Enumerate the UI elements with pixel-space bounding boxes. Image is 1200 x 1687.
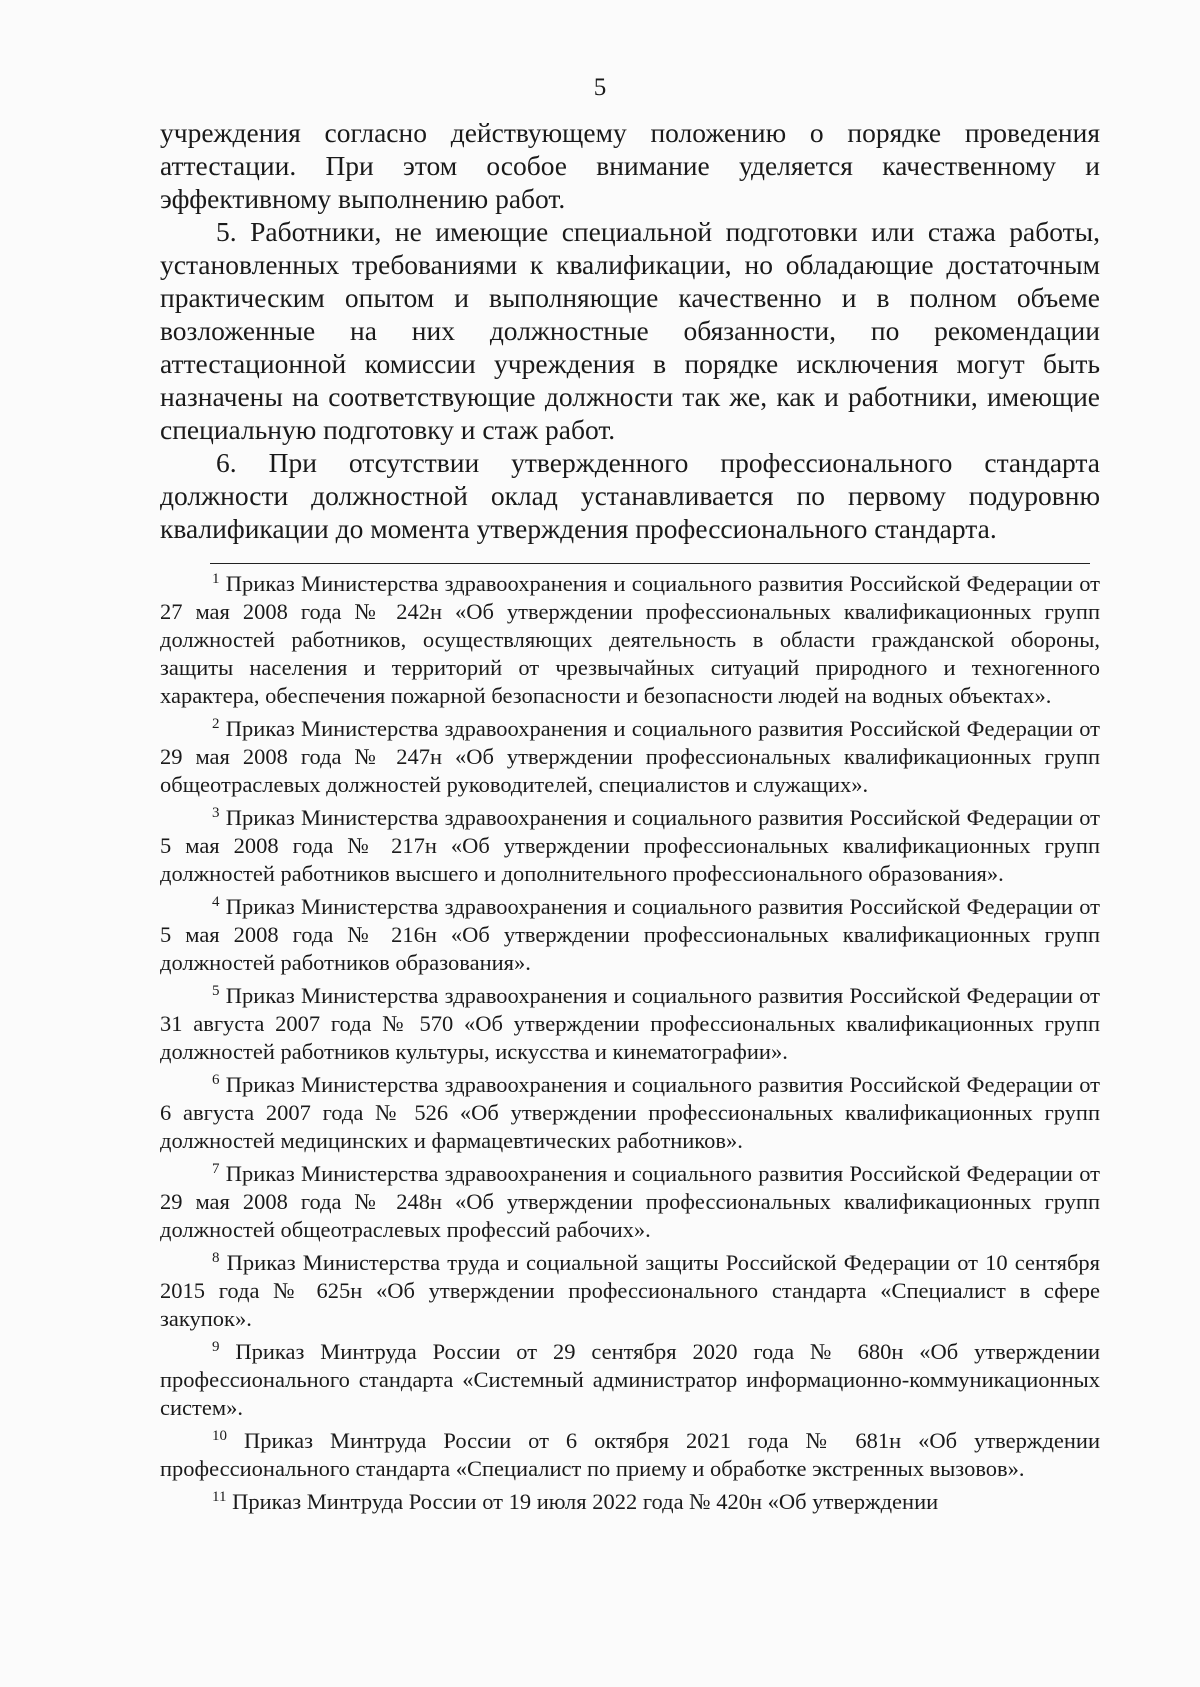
footnote-text: Приказ Министерства здравоохранения и социального развития Российской Федерации от 27 мая 2008 года № 242н «Об утверждении профессиональных квалификационных групп должностей работников, осуществляющих деятельность в области гражданской обороны, защиты населения и территорий от чрезвычайных ситуаций природного и техногенного характера, обеспечения пожарной безопасности и безопасности людей на водных объектах».	[160, 571, 1101, 708]
footnote-text: Приказ Министерства здравоохранения и социального развития Российской Федерации от 29 мая 2008 года № 247н «Об утверждении профессиональных квалификационных групп общеотраслевых должностей руководителей, специалистов и служащих».	[160, 716, 1101, 797]
main-text	[160, 116, 1100, 545]
footnote-text: Приказ Министерства здравоохранения и социального развития Российской Федерации от 6 августа 2007 года № 526 «Об утверждении профессиональных квалификационных групп должностей медицинских и фармацевтических работников».	[160, 1072, 1101, 1153]
footnote-number: 4	[212, 894, 220, 910]
footnote-number: 6	[212, 1072, 220, 1088]
footnote-number: 8	[212, 1250, 220, 1266]
paragraph-5: 5. Работники, не имеющие специальной подготовки или стажа работы, установленных требованиями к квалификации, но обладающие достаточным практическим опытом и выполняющие качественно и в полном объеме возложенные на них должностные обязанности, по рекомендации аттестационной комиссии учреждения в порядке исключения могут быть назначены на соответствующие должности так же, как и работники, имеющие специальную подготовку и стаж работ.	[160, 216, 1100, 445]
footnote	[160, 1427, 1100, 1483]
footnote	[160, 1160, 1100, 1244]
footnote-text: Приказ Министерства здравоохранения и социального развития Российской Федерации от 5 мая 2008 года № 216н «Об утверждении профессиональных квалификационных групп должностей работников образования».	[160, 894, 1101, 975]
footnote	[160, 715, 1100, 799]
footnote	[160, 1249, 1100, 1333]
footnote	[160, 570, 1100, 710]
paragraph-6: 6. При отсутствии утвержденного профессионального стандарта должности должностной оклад устанавливается по первому подуровню квалификации до момента утверждения профессионального стандарта.	[160, 447, 1100, 544]
page-number: 5	[593, 74, 607, 101]
footnote-number: 10	[212, 1428, 227, 1444]
footnote-text: Приказ Минтруда России от 19 июля 2022 года № 420н «Об утверждении	[232, 1489, 939, 1514]
footnote-number: 1	[212, 571, 220, 587]
footnote	[160, 893, 1100, 977]
footnote	[160, 804, 1100, 888]
footnote-text: Приказ Министерства труда и социальной защиты Российской Федерации от 10 сентября 2015 года № 625н «Об утверждении профессионального стандарта «Специалист в сфере закупок».	[160, 1250, 1101, 1331]
footnote	[160, 1338, 1100, 1422]
paragraph-continuation: учреждения согласно действующему положению о порядке проведения аттестации. При этом особое внимание уделяется качественному и эффективному выполнению работ.	[160, 117, 1100, 214]
footnote	[160, 1071, 1100, 1155]
footnote-number: 11	[212, 1489, 227, 1505]
footnotes	[160, 570, 1100, 1521]
footnote-text: Приказ Министерства здравоохранения и социального развития Российской Федерации от 31 августа 2007 года № 570 «Об утверждении профессиональных квалификационных групп должностей работников культуры, искусства и кинематографии».	[160, 983, 1101, 1064]
footnote-number: 3	[212, 805, 220, 821]
footnote-number: 2	[212, 716, 220, 732]
footnote-number: 5	[212, 983, 220, 999]
footnote-separator	[210, 563, 1090, 564]
footnote-text: Приказ Министерства здравоохранения и социального развития Российской Федерации от 5 мая 2008 года № 217н «Об утверждении профессиональных квалификационных групп должностей работников высшего и дополнительного профессионального образования».	[160, 805, 1101, 886]
footnote-text: Приказ Министерства здравоохранения и социального развития Российской Федерации от 29 мая 2008 года № 248н «Об утверждении профессиональных квалификационных групп должностей общеотраслевых профессий рабочих».	[160, 1161, 1101, 1242]
footnote-text: Приказ Минтруда России от 29 сентября 2020 года № 680н «Об утверждении профессионального стандарта «Системный администратор информационно-коммуникационных систем».	[160, 1339, 1100, 1420]
footnote	[160, 982, 1100, 1066]
footnote-number: 9	[212, 1339, 220, 1355]
footnote	[160, 1488, 1100, 1516]
footnote-number: 7	[212, 1161, 220, 1177]
footnote-text: Приказ Минтруда России от 6 октября 2021 года № 681н «Об утверждении профессионального стандарта «Специалист по приему и обработке экстренных вызовов».	[160, 1428, 1101, 1481]
